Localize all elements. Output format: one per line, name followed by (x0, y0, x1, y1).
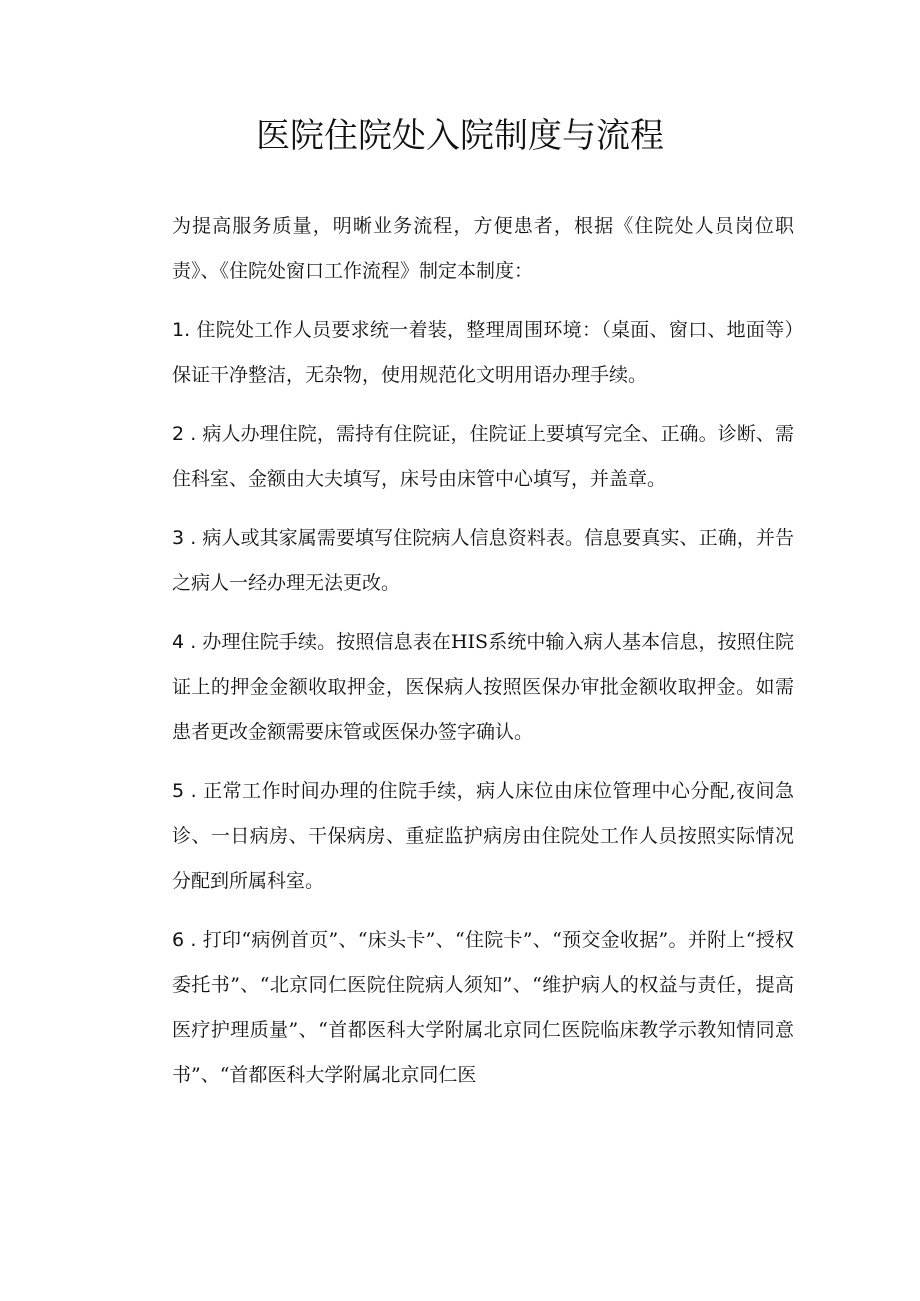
paragraph-text: 病人或其家属需要填写住院病人信息资料表。信息要真实、正确，并告之病人一经办理无法更改。 (172, 527, 794, 594)
intro-paragraph (172, 204, 794, 294)
clause-number: 5 . (172, 780, 197, 802)
paragraph-text: 正常工作时间办理的住院手续，病人床位由床位管理中心分配,夜间急诊、一日病房、干保病房、重症监护病房由住院处工作人员按照实际情况分配到所属科室。 (172, 780, 795, 892)
clause-number: 1. (172, 319, 191, 341)
clause-number: 3 . (172, 527, 197, 549)
paragraph-text: 为提高服务质量，明晰业务流程，方便患者，根据《住院处人员岗位职责》、《住院处窗口工作流程》制定本制度： (172, 215, 794, 282)
clause-number: 6 . (172, 929, 197, 951)
clause-1-paragraph (172, 308, 794, 398)
paragraph-text: 病人办理住院，需持有住院证，住院证上要填写完全、正确。诊断、需住科室、金额由大夫填写，床号由床管中心填写，并盖章。 (172, 423, 794, 490)
clause-number: 4 . (172, 631, 197, 653)
clause-2-paragraph (172, 412, 794, 502)
clause-4-paragraph (172, 620, 794, 755)
document-body (172, 204, 794, 1112)
clause-number: 2 . (172, 423, 197, 445)
clause-5-paragraph (172, 769, 794, 904)
paragraph-text: 办理住院手续。按照信息表在HIS系统中输入病人基本信息，按照住院证上的押金金额收取押金，医保病人按照医保办审批金额收取押金。如需患者更改金额需要床管或医保办签字确认。 (172, 631, 795, 743)
document-title: 医院住院处入院制度与流程 (256, 116, 664, 156)
paragraph-text: 打印“病例首页”、“床头卡”、“住院卡”、“预交金收据”。并附上“授权委托书”、“北京同仁医院住院病人须知”、“维护病人的权益与责任，提高医疗护理质量”、“首都医科大学附属北京同仁医院临床教学示教知情同意书”、“首都医科大学附属北京同仁医 (172, 929, 794, 1086)
clause-3-paragraph (172, 516, 794, 606)
clause-6-paragraph (172, 918, 794, 1098)
paragraph-text: 住院处工作人员要求统一着装，整理周围环境：（桌面、窗口、地面等）保证干净整洁，无杂物，使用规范化文明用语办理手续。 (172, 319, 794, 386)
